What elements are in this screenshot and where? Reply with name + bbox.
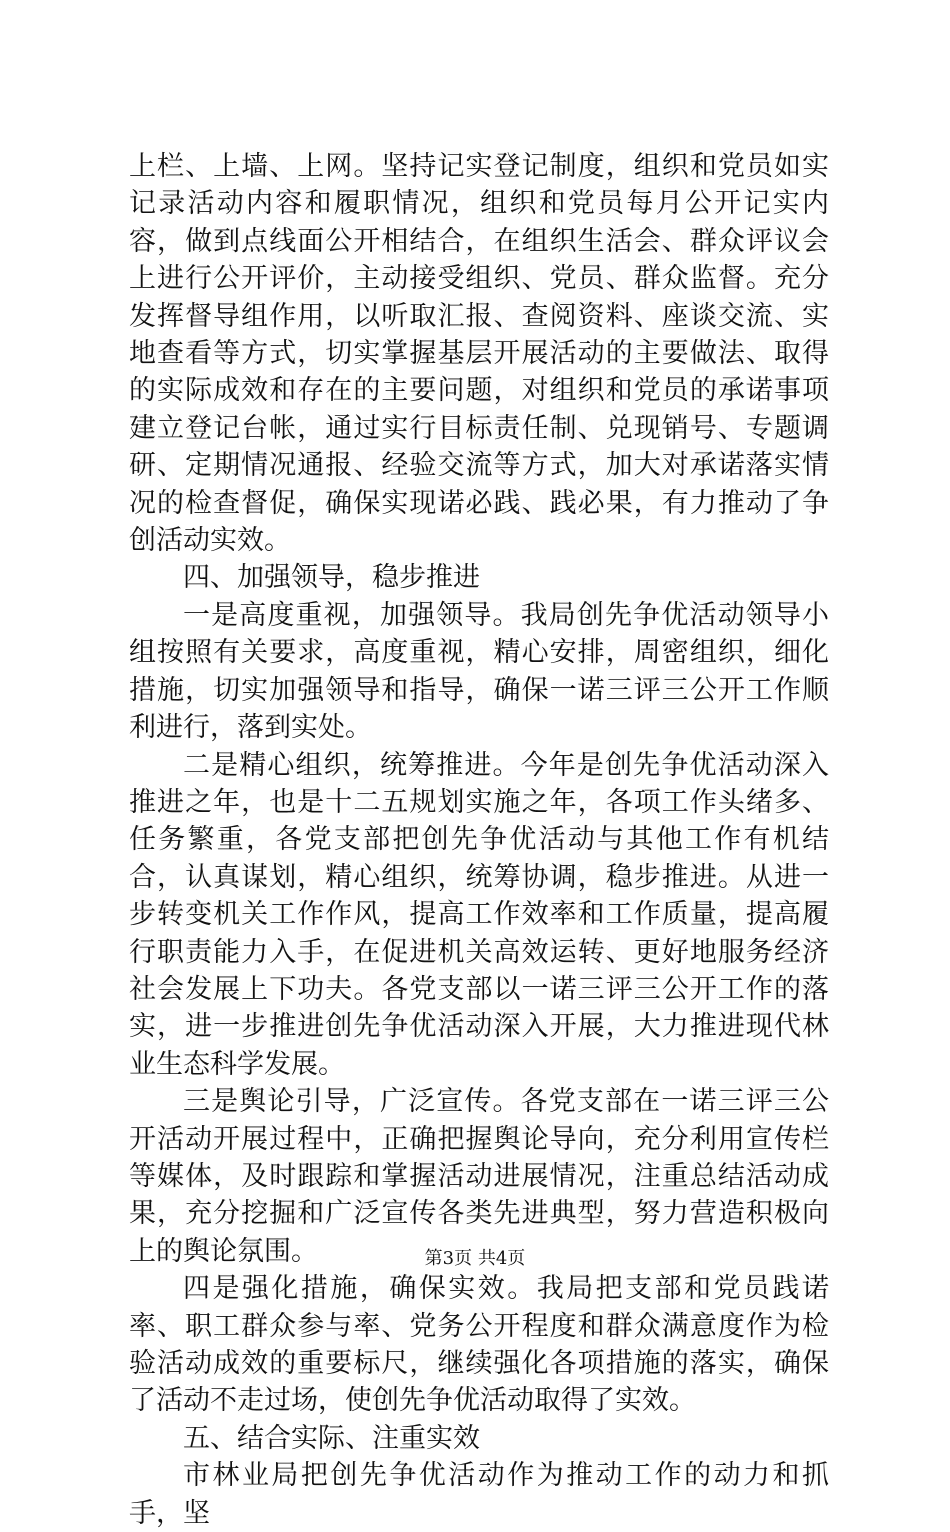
paragraph-organization: 二是精心组织，统筹推进。今年是创先争优活动深入推进之年，也是十二五规划实施之年，各项工作头绪多、任务繁重，各党支部把创先争优活动与其他工作有机结合，认真谋划，精心组织，统筹协调，稳步推进。从进一步转变机关工作作风，提高工作效率和工作质量，提高履行职责能力入手，在促进机关高效运转、更好地服务经济社会发展上下功夫。各党支部以一诺三评三公开工作的落实，进一步推进创先争优活动深入开展，大力推进现代林业生态科学发展。 — [129, 749, 829, 1080]
paragraph-leadership: 一是高度重视，加强领导。我局创先争优活动领导小组按照有关要求，高度重视，精心安排，周密组织，细化措施，切实加强领导和指导，确保一诺三评三公开工作顺利进行，落到实处。 — [129, 599, 829, 744]
paragraph-continuation: 上栏、上墙、上网。坚持记实登记制度，组织和党员如实记录活动内容和履职情况，组织和党员每月公开记实内容，做到点线面公开相结合，在组织生活会、群众评议会上进行公开评价，主动接受组织、党员、群众监督。充分发挥督导组作用，以听取汇报、查阅资料、座谈交流、实地查看等方式，切实掌握基层开展活动的主要做法、取得的实际成效和存在的主要问题，对组织和党员的承诺事项建立登记台帐，通过实行目标责任制、兑现销号、专题调研、定期情况通报、经验交流等方式，加大对承诺落实情况的检查督促，确保实现诺必践、践必果，有力推动了争创活动实效。 — [129, 151, 829, 557]
section-heading-4: 四、加强领导，稳步推进 — [183, 562, 480, 594]
paragraph-forestry-bureau: 市林业局把创先争优活动作为推动工作的动力和抓手，坚 — [129, 1460, 829, 1529]
page-footer: 第3页 共4页 — [424, 1248, 526, 1269]
paragraph-measures: 四是强化措施，确保实效。我局把支部和党员践诺率、职工群众参与率、党务公开程度和群众满意度作为检验活动成效的重要标尺，继续强化各项措施的落实，确保了活动不走过场，使创先争优活动取得了实效。 — [129, 1273, 829, 1417]
paragraph-publicity: 三是舆论引导，广泛宣传。各党支部在一诺三评三公开活动开展过程中，正确把握舆论导向，充分利用宣传栏等媒体，及时跟踪和掌握活动进展情况，注重总结活动成果，充分挖掘和广泛宣传各类先进典型，努力营造积极向上的舆论氛围。 — [129, 1086, 829, 1267]
section-heading-5: 五、结合实际、注重实效 — [183, 1422, 480, 1454]
document-body — [129, 148, 829, 1532]
